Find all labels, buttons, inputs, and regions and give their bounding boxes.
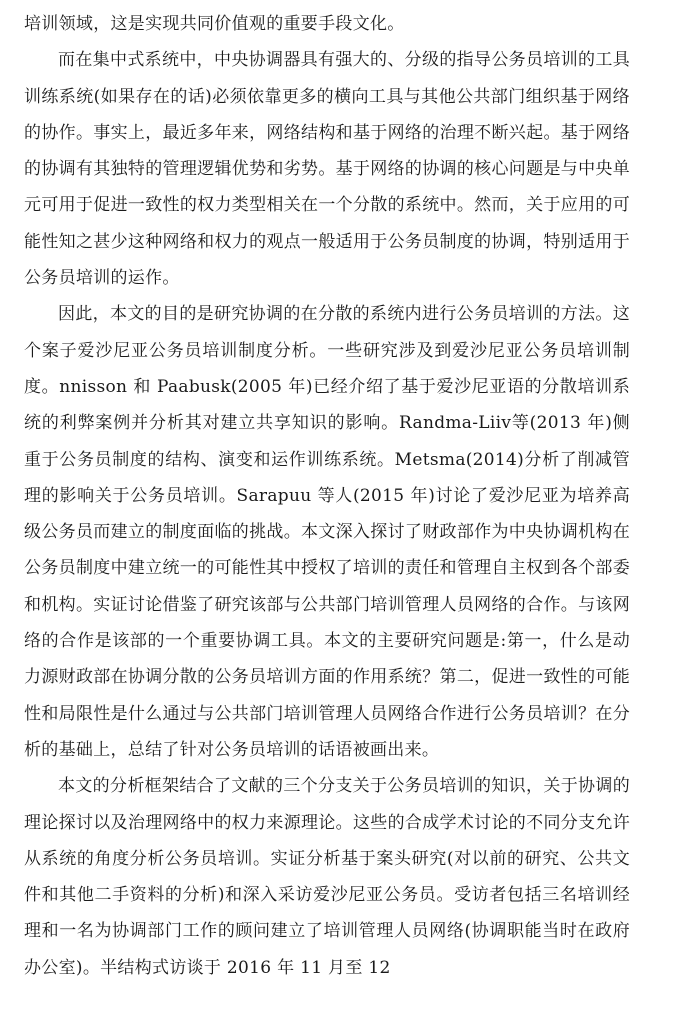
document-page bbox=[24, 6, 630, 986]
paragraph-2: 而在集中式系统中，中央协调器具有强大的、分级的指导公务员培训的工具训练系统(如果存在的话)必须依靠更多的横向工具与其他公共部门组织基于网络的协作。事实上，最近多年来，网络结构和基于网络的治理不断兴起。基于网络的协调有其独特的管理逻辑优势和劣势。基于网络的协调的核心问题是与中央单元可用于促进一致性的权力类型相关在一个分散的系统中。然而，关于应用的可能性知之甚少这种网络和权力的观点一般适用于公务员制度的协调，特别适用于公务员培训的运作。 bbox=[24, 50, 630, 289]
paragraph-3: 因此，本文的目的是研究协调的在分散的系统内进行公务员培训的方法。这个案子爱沙尼亚公务员培训制度分析。一些研究涉及到爱沙尼亚公务员培训制度。nnisson 和 Paabusk(2005 年)已经介绍了基于爱沙尼亚语的分散培训系统的利弊案例并分析其对建立共享知识的影响。Randma-Liiv等(2013 年)侧重于公务员制度的结构、演变和运作训练系统。Metsma(2014)分析了削减管理的影响关于公务员培训。Sarapuu 等人(2015 年)讨论了爱沙尼亚为培养高级公务员而建立的制度面临的挑战。本文深入探讨了财政部作为中央协调机构在公务员制度中建立统一的可能性其中授权了培训的责任和管理自主权到各个部委和机构。实证讨论借鉴了研究该部与公共部门培训管理人员网络的合作。与该网络的合作是该部的一个重要协调工具。本文的主要研究问题是:第一，什么是动力源财政部在协调分散的公务员培训方面的作用系统？第二，促进一致性的可能性和局限性是什么通过与公共部门培训管理人员网络合作进行公务员培训？在分析的基础上，总结了针对公务员培训的话语被画出来。 bbox=[24, 304, 630, 760]
paragraph-4: 本文的分析框架结合了文献的三个分支关于公务员培训的知识，关于协调的理论探讨以及治理网络中的权力来源理论。这些的合成学术讨论的不同分支允许从系统的角度分析公务员培训。实证分析基于案头研究(对以前的研究、公共文件和其他二手资料的分析)和深入采访爱沙尼亚公务员。受访者包括三名培训经理和一名为协调部门工作的顾问建立了培训管理人员网络(协调职能当时在政府办公室)。半结构式访谈于 2016 年 11 月至 12 bbox=[24, 776, 630, 978]
paragraph-1: 培训领域，这是实现共同价值观的重要手段文化。 bbox=[24, 14, 405, 34]
